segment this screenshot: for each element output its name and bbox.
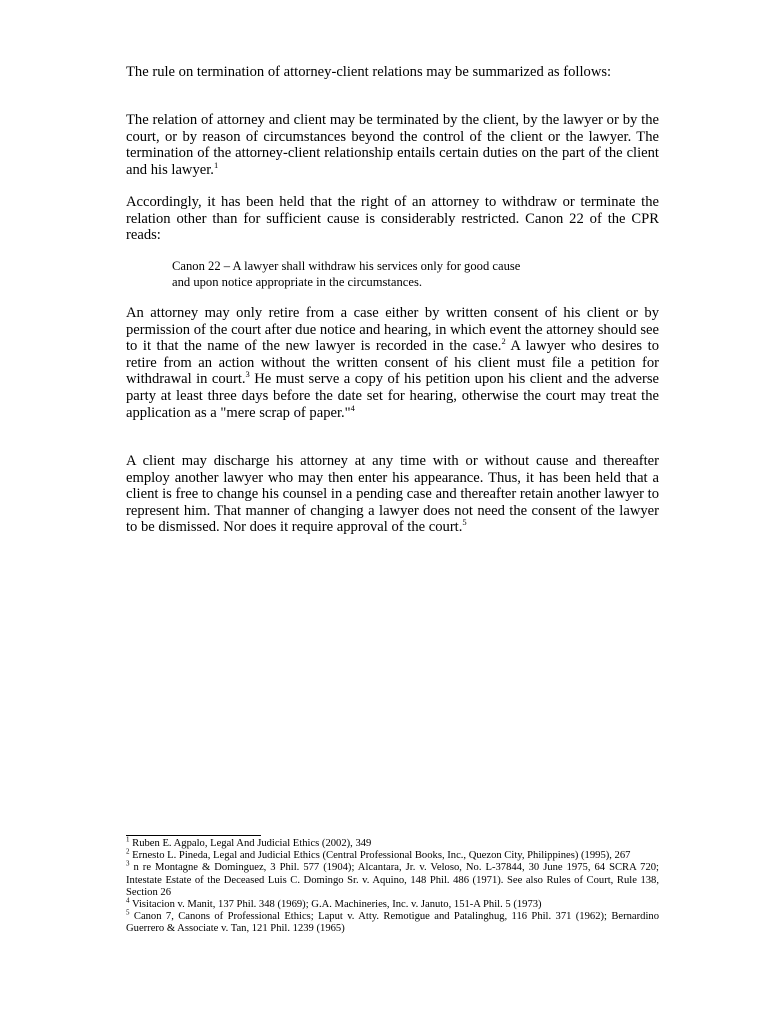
paragraph-text: The rule on termination of attorney-client relations may be summarized as follows: bbox=[126, 64, 612, 80]
paragraph-text: He must serve a copy of his petition upon his client and the adverse party at least three days before the date set for hearing, otherwise the court may treat the application as a "mere scrap of paper." bbox=[126, 371, 659, 421]
footnote-reference[interactable]: 3 bbox=[245, 369, 250, 380]
footnotes bbox=[126, 835, 659, 936]
paragraph-discharge bbox=[126, 453, 659, 536]
footnote-number: 2 bbox=[126, 847, 130, 856]
paragraph-text: The relation of attorney and client may be terminated by the client, by the lawyer or by the court, or by reason of circumstances beyond the control of the client or the lawyer. The termination of the attorney-client relationship entails certain duties on the part of the client and his lawyer. bbox=[126, 112, 659, 178]
footnote-reference[interactable]: 2 bbox=[501, 336, 506, 347]
paragraph-text: Accordingly, it has been held that the right of an attorney to withdraw or terminate the relation other than for sufficient cause is considerably restricted. Canon 22 of the CPR reads: bbox=[126, 194, 659, 244]
paragraph-termination bbox=[126, 112, 659, 178]
footnote-text: Ruben E. Agpalo, Legal And Judicial Ethics (2002), 349 bbox=[129, 838, 372, 849]
paragraph-text: A client may discharge his attorney at any time with or without cause and thereafter employ another lawyer who may then enter his appearance. Thus, it has been held that a client is free to change his counsel in a pending case and thereafter retain another lawyer to represent him. That manner of changing a lawyer does not need the consent of the lawyer to be dismissed. Nor does it require approval of the court. bbox=[126, 453, 659, 536]
paragraph-text: A lawyer who desires to retire from an action without the written consent of his client must file a petition for withdrawal in court. bbox=[126, 338, 659, 388]
footnote-text: n re Montagne & Dominguez, 3 Phil. 577 (1904); Alcantara, Jr. v. Veloso, No. L-37844, 30 June 1975, 64 SCRA 720; Intestate Estate of the Deceased Luis C. Domingo Sr. v. Aquino, 148 Phil. 486 (1971). See also Rules of Court, Rule 138, Section 26 bbox=[126, 862, 659, 898]
paragraph-retire bbox=[126, 305, 659, 421]
footnote-separator bbox=[126, 835, 261, 836]
footnote-4 bbox=[126, 896, 659, 911]
quote-line: and upon notice appropriate in the circumstances. bbox=[172, 274, 423, 289]
footnote-text: Canon 7, Canons of Professional Ethics; Laput v. Atty. Remotigue and Patalinghug, 116 Phil. 371 (1962); Bernardino Guerrero & Associate v. Tan, 121 Phil. 1239 (1965) bbox=[126, 911, 659, 935]
paragraph-intro bbox=[126, 64, 659, 81]
paragraph-text: An attorney may only retire from a case either by written consent of his client or by permission of the court after due notice and hearing, in which event the attorney should see to it that the name of the new lawyer is recorded in the case. bbox=[126, 305, 659, 355]
footnote-number: 3 bbox=[126, 859, 130, 868]
block-quote-canon-22 bbox=[172, 259, 612, 290]
footnote-number: 4 bbox=[126, 896, 130, 905]
footnote-number: 1 bbox=[126, 835, 130, 844]
footnote-number: 5 bbox=[126, 908, 130, 917]
paragraph-accordingly bbox=[126, 194, 659, 244]
footnote-text: Ernesto L. Pineda, Legal and Judicial Ethics (Central Professional Books, Inc., Quezon City, Philippines) (1995), 267 bbox=[129, 850, 631, 862]
footnote-reference[interactable]: 5 bbox=[462, 517, 467, 528]
footnote-reference[interactable]: 1 bbox=[213, 159, 219, 170]
footnote-3 bbox=[126, 859, 659, 899]
footnote-text: Visitacion v. Manit, 137 Phil. 348 (1969); G.A. Machineries, Inc. v. Januto, 151-A Phil. 5 (1973) bbox=[129, 899, 542, 911]
footnote-reference[interactable]: 4 bbox=[350, 402, 355, 413]
footnote-2 bbox=[126, 847, 659, 862]
footnote-1 bbox=[126, 835, 659, 850]
footnote-5 bbox=[126, 908, 659, 935]
quote-line: Canon 22 – A lawyer shall withdraw his services only for good cause bbox=[172, 259, 521, 273]
